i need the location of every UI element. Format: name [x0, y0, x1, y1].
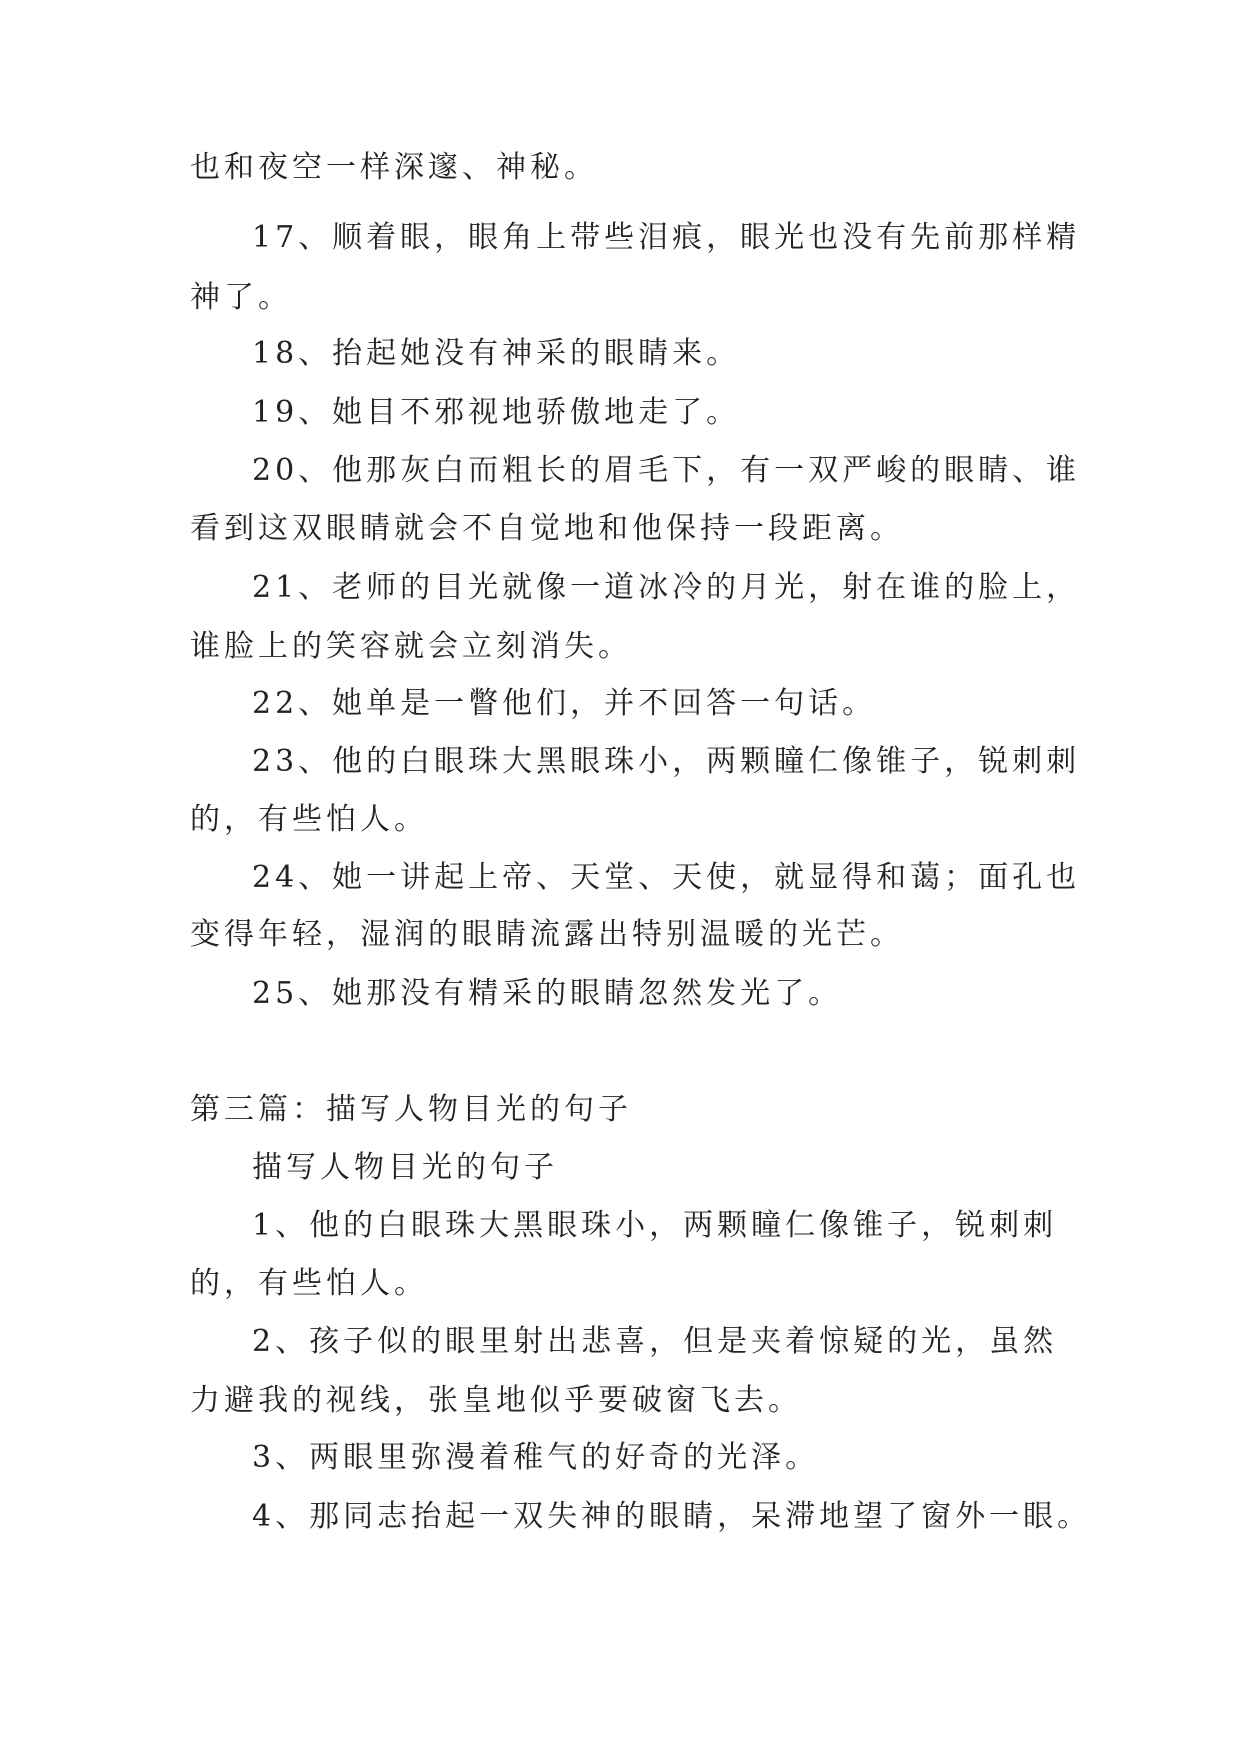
- paragraph-line: 23、他的白眼珠大黑眼珠小，两颗瞳仁像锥子，锐刺刺: [252, 744, 1081, 779]
- paragraph-line: 变得年轻，湿润的眼睛流露出特别温暖的光芒。: [190, 917, 904, 952]
- paragraph-line: 2、孩子似的眼里射出悲喜，但是夹着惊疑的光，虽然: [252, 1324, 1058, 1359]
- paragraph-line: 20、他那灰白而粗长的眉毛下，有一双严峻的眼睛、谁: [252, 453, 1081, 488]
- paragraph-line: 22、她单是一瞥他们，并不回答一句话。: [252, 686, 877, 721]
- paragraph-line: 1、他的白眼珠大黑眼珠小，两颗瞳仁像锥子，锐刺刺: [252, 1208, 1058, 1243]
- paragraph-line: 也和夜空一样深邃、神秘。: [190, 150, 598, 185]
- paragraph-line: 19、她目不邪视地骄傲地走了。: [252, 395, 741, 430]
- section-subtitle: 描写人物目光的句子: [252, 1150, 558, 1185]
- paragraph-line: 的，有些怕人。: [190, 802, 428, 837]
- paragraph-line: 神了。: [190, 280, 292, 315]
- paragraph-line: 17、顺着眼，眼角上带些泪痕，眼光也没有先前那样精: [252, 220, 1081, 255]
- paragraph-line: 18、抬起她没有神采的眼睛来。: [252, 336, 741, 371]
- section-heading: 第三篇：描写人物目光的句子: [190, 1092, 632, 1127]
- paragraph-line: 3、两眼里弥漫着稚气的好奇的光泽。: [252, 1440, 820, 1475]
- paragraph-line: 看到这双眼睛就会不自觉地和他保持一段距离。: [190, 511, 904, 546]
- paragraph-line: 的，有些怕人。: [190, 1266, 428, 1301]
- paragraph-line: 21、老师的目光就像一道冰冷的月光，射在谁的脸上，: [252, 570, 1081, 605]
- paragraph-line: 24、她一讲起上帝、天堂、天使，就显得和蔼；面孔也: [252, 860, 1081, 895]
- paragraph-line: 力避我的视线，张皇地似乎要破窗飞去。: [190, 1383, 802, 1418]
- paragraph-line: 25、她那没有精采的眼睛忽然发光了。: [252, 976, 843, 1011]
- paragraph-line: 4、那同志抬起一双失神的眼睛，呆滞地望了窗外一眼。: [252, 1499, 1092, 1534]
- paragraph-line: 谁脸上的笑容就会立刻消失。: [190, 629, 632, 664]
